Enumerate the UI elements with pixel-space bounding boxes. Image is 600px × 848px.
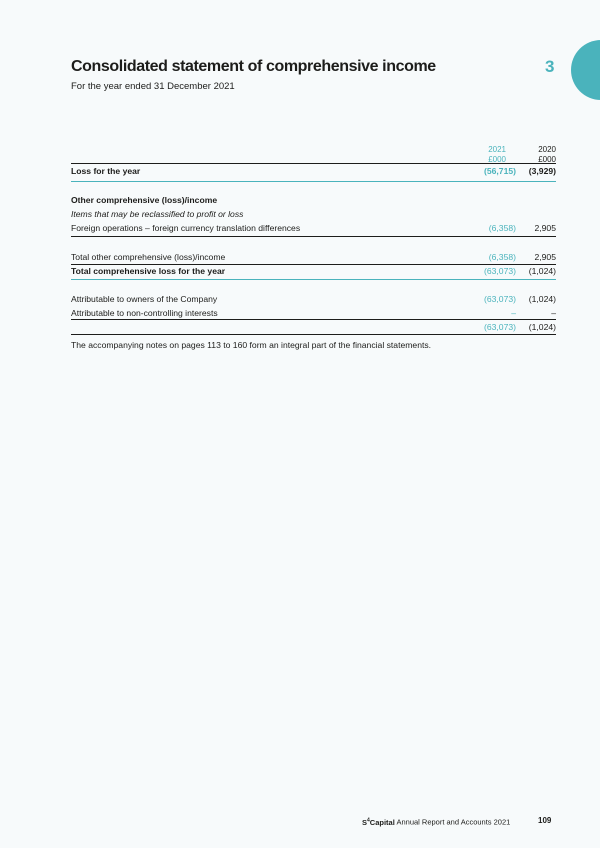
section-subheading: [71, 209, 556, 221]
value-2021: (63,073): [483, 322, 516, 332]
row-label: Foreign operations – foreign currency translation differences: [71, 223, 301, 233]
brand-superscript: 4: [367, 817, 370, 823]
row-divider: [71, 319, 556, 320]
value-2021: –: [511, 308, 516, 318]
column-year-2021: 2021: [488, 145, 506, 154]
table-row-total-oci: [71, 252, 556, 264]
table-row-total-comprehensive-loss: [71, 266, 556, 278]
section-tab-marker: [571, 40, 600, 100]
column-unit-2021: £000: [488, 155, 506, 164]
row-label: Other comprehensive (loss)/income: [71, 195, 218, 205]
report-name: Annual Report and Accounts 2021: [394, 817, 511, 827]
section-heading-oci: [71, 195, 556, 207]
value-2020: (3,929): [528, 166, 556, 176]
table-row-total-attributable: [71, 322, 556, 334]
value-2020: 2,905: [534, 223, 556, 233]
row-label: Attributable to owners of the Company: [71, 294, 218, 304]
value-2020: (1,024): [528, 294, 556, 304]
page-footer: [362, 817, 510, 827]
value-2021: (63,073): [483, 266, 516, 276]
brand-logo: [362, 818, 395, 827]
row-divider: [71, 236, 556, 237]
value-2020: 2,905: [534, 252, 556, 262]
row-divider: [71, 279, 556, 280]
value-2021: (6,358): [488, 252, 516, 262]
value-2020: (1,024): [528, 266, 556, 276]
page-title: Consolidated statement of comprehensive income: [71, 58, 436, 75]
page-number: 109: [538, 816, 552, 825]
footnote: The accompanying notes on pages 113 to 160 form an integral part of the financial statements.: [71, 340, 432, 350]
row-label: Items that may be reclassified to profit or loss: [71, 209, 244, 219]
row-label: Total other comprehensive (loss)/income: [71, 252, 226, 262]
table-row-attributable-owners: [71, 294, 556, 306]
table-row-foreign-operations: [71, 223, 556, 235]
header-divider: [71, 163, 556, 164]
row-label: Total comprehensive loss for the year: [71, 266, 226, 276]
row-label: Loss for the year: [71, 166, 141, 176]
brand-prefix: S: [362, 817, 368, 827]
row-divider: [71, 334, 556, 335]
value-2021: (6,358): [488, 223, 516, 233]
row-label: Attributable to non-controlling interests: [71, 308, 218, 318]
row-divider: [71, 181, 556, 182]
column-header-2020: [496, 145, 556, 165]
table-row-loss-for-year: [71, 166, 556, 178]
page-subtitle: For the year ended 31 December 2021: [71, 81, 235, 92]
value-2020: (1,024): [528, 322, 556, 332]
section-number: 3: [545, 57, 555, 76]
column-year-2020: 2020: [538, 145, 556, 154]
value-2021: (63,073): [483, 294, 516, 304]
value-2021: (56,715): [483, 166, 516, 176]
brand-suffix: Capital: [369, 817, 395, 827]
value-2020: –: [551, 308, 556, 318]
row-divider: [71, 264, 556, 265]
column-unit-2020: £000: [538, 155, 556, 164]
